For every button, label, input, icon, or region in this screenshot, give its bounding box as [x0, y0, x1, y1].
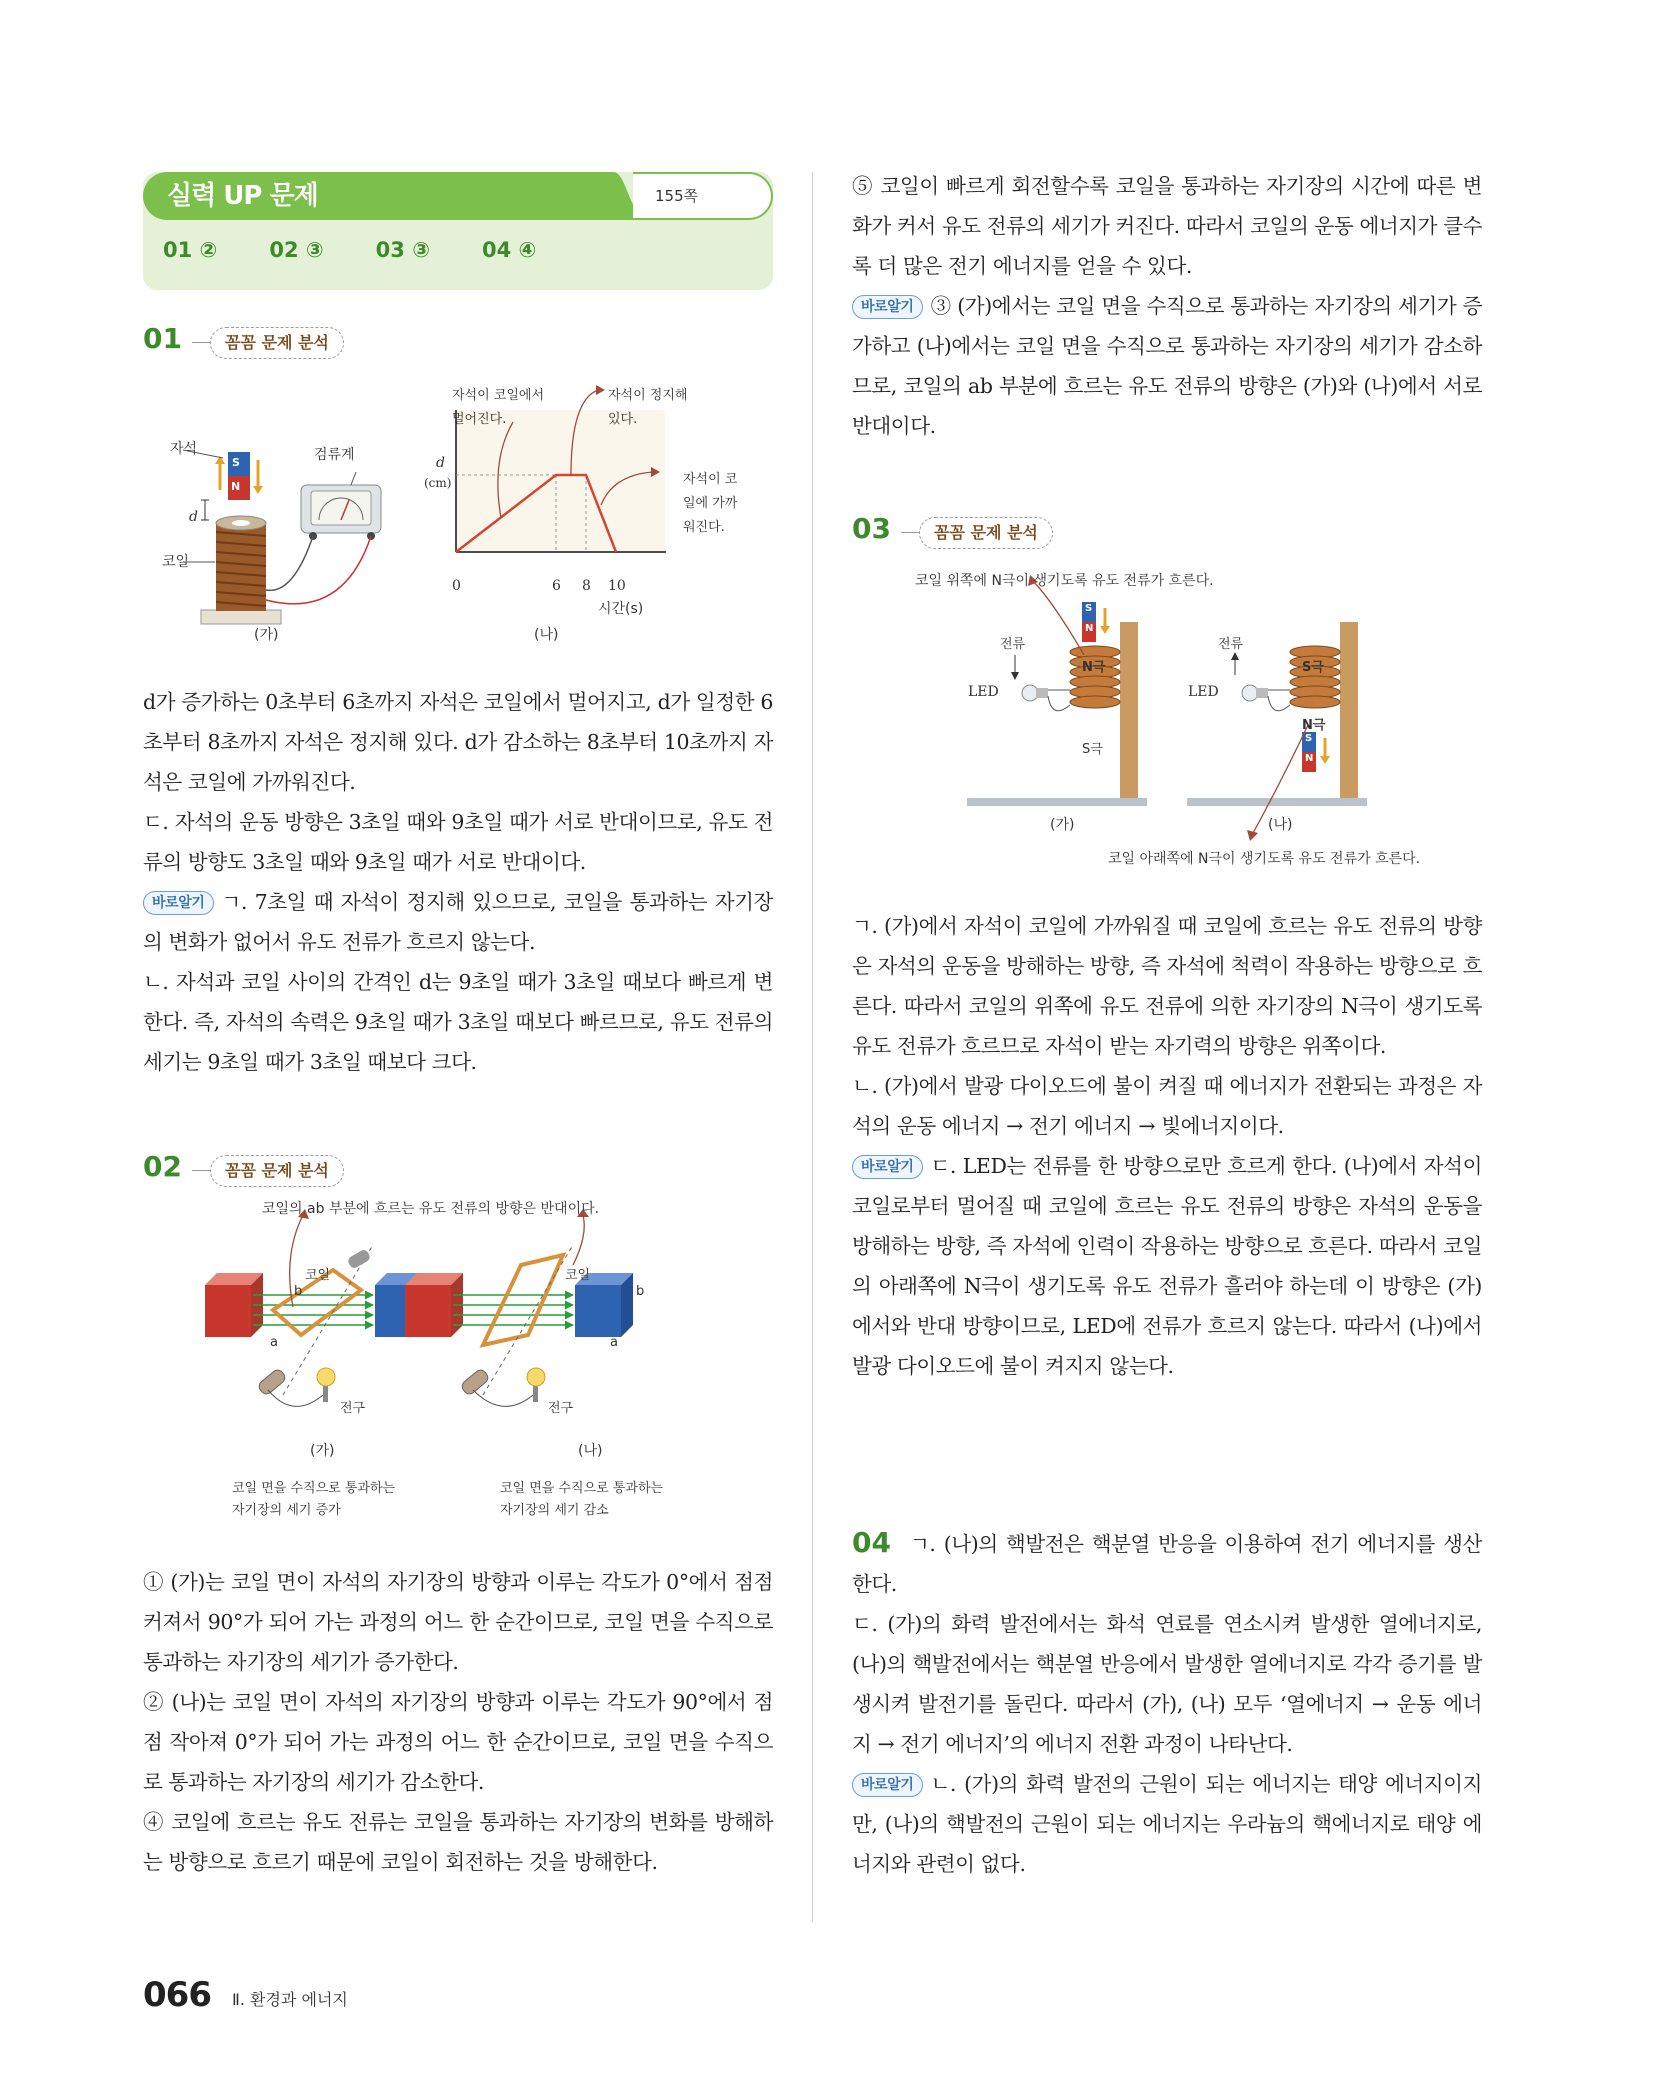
q02-text-1: ① (가)는 코일 면이 자석의 자기장의 방향과 이루는 각도가 0°에서 점점 커져서 90°가 되어 가는 과정의 어느 한 순간이므로, 코일 면을 수직으로 통과하는 자기장의 세기가 증가한다. [143, 1570, 773, 1674]
q01-magnet-s: S [232, 456, 240, 469]
q02-label-a-b: a [610, 1335, 618, 1350]
answer-list [163, 238, 536, 262]
q03-label-led-a: LED [968, 684, 999, 700]
q03-text-1: ㄱ. (가)에서 자석이 코일에 가까워질 때 코일에 흐르는 유도 전류의 방향은 자석의 운동을 방해하는 방향, 즉 자석에 척력이 작용하는 방향으로 흐른다. 따라서 코일의 위쪽에 유도 전류에 의한 자기장의 N극이 생기도록 유도 전류가 흐르므로 자석이 받는 자기력의 방향은 위쪽이다. [852, 914, 1482, 1058]
banner-page-ref: 155쪽 [633, 172, 773, 220]
q03-label-spole-b: S극 [1302, 660, 1324, 675]
q01-caption-a: (가) [254, 627, 279, 643]
q03-label-npole-a: N극 [1082, 660, 1106, 675]
q04-tip-badge: 바로알기 [852, 1773, 923, 1797]
q04-text-1: ㄱ. (나)의 핵발전은 핵분열 반응을 이용하여 전기 에너지를 생산한다. [852, 1532, 1482, 1596]
column-divider [812, 172, 813, 1922]
q02-label-a-a: a [270, 1335, 278, 1350]
q01-explanation [143, 682, 773, 1082]
q02-text-tip: 바로알기 ③ (가)에서는 코일 면을 수직으로 통과하는 자기장의 세기가 증가하고 (나)에서는 코일 면을 수직으로 통과하는 자기장의 세기가 감소하므로, 코일의 ab 부분에 흐르는 유도 전류의 방향은 (가)와 (나)에서 서로 반대이다. [852, 294, 1482, 438]
q01-graph-ylabel: d [436, 455, 445, 471]
q03-label-spole-a: S극 [1082, 742, 1103, 757]
banner-title: 실력 UP 문제 [143, 172, 613, 220]
q02-tag-connector [192, 1170, 210, 1171]
q02-text-5: ⑤ 코일이 빠르게 회전할수록 코일을 통과하는 자기장의 시간에 따른 변화가 커서 유도 전류의 세기가 커진다. 따라서 코일의 운동 에너지가 클수록 더 많은 전기 에너지를 얻을 수 있다. [852, 174, 1482, 278]
q01-text-4: ㄴ. 자석과 코일 사이의 간격인 d는 9초일 때가 3초일 때보다 빠르게 변한다. 즉, 자석의 속력은 9초일 때가 3초일 때보다 빠르므로, 유도 전류의 세기는 9초일 때가 3초일 때보다 크다. [143, 970, 773, 1074]
q01-label-galvanometer: 검류계 [314, 447, 355, 463]
q02-label-coil-b: 코일 [565, 1268, 591, 1283]
q03-text-3: 바로알기 ㄷ. LED는 전류를 한 방향으로만 흐르게 한다. (나)에서 자석이 코일로부터 멀어질 때 코일에 흐르는 유도 전류의 방향은 자석의 운동을 방해하는 방향, 즉 자석에 인력이 작용하는 방향으로 흐른다. 따라서 코일의 아래쪽에 N극이 생기도록 유도 전류가 흘러야 하는데 이 방향은 (가)에서와 반대 방향이므로, LED에 전류가 흐르지 않는다. 따라서 (나)에서 발광 다이오드에 불이 켜지지 않는다. [852, 1154, 1482, 1378]
q02-magnet-n-a: N [218, 1335, 237, 1360]
q03-label-current-b: 전류 [1218, 637, 1244, 652]
answer-banner [143, 172, 773, 290]
q01-tag-connector [192, 342, 210, 343]
q02-explanation [143, 1562, 773, 1882]
q01-text-3: 바로알기 ㄱ. 7초일 때 자석이 정지해 있으므로, 코일을 통과하는 자기장의 변화가 없어서 유도 전류가 흐르지 않는다. [143, 890, 773, 954]
q01-graph-yunit: (cm) [424, 476, 452, 490]
q03-caption-b: (나) [1268, 817, 1293, 833]
q01-tick-0: 0 [452, 578, 461, 594]
q03-magnet-s-b: S [1305, 733, 1313, 744]
q04-explanation [852, 1524, 1482, 1884]
q01-tick-10: 10 [608, 578, 626, 594]
q02-text-2: ② (나)는 코일 면이 자석의 자기장의 방향과 이루는 각도가 90°에서 점점 작아져 0°가 되어 가는 과정의 어느 한 순간이므로, 코일 면을 수직으로 통과하는 자기장의 세기가 감소한다. [143, 1690, 773, 1794]
q02-magnet-n-b: N [418, 1335, 437, 1360]
q01-label-d: d [189, 509, 198, 525]
q03-label-current-a: 전류 [1000, 637, 1026, 652]
q01-label-magnet: 자석 [170, 441, 198, 457]
q02-tip-badge: 바로알기 [852, 295, 923, 319]
q01-tick-6: 6 [552, 578, 561, 594]
q03-number: 03 [852, 512, 891, 545]
q03-label-npole-b: N극 [1302, 718, 1326, 733]
q01-number: 01 [143, 322, 182, 355]
q03-tag-connector [901, 532, 919, 533]
q03-caption-a: (가) [1050, 817, 1075, 833]
answer-04: 04 ④ [481, 238, 537, 262]
q02-label-b-a: b [294, 1284, 303, 1299]
q02-label-coil-a: 코일 [305, 1268, 331, 1283]
q03-tip-badge: 바로알기 [852, 1155, 923, 1179]
answer-02: 02 ③ [269, 238, 324, 262]
q03-magnet-n-b: N [1305, 753, 1314, 764]
q02-tag: 꼼꼼 문제 분석 [210, 1155, 344, 1187]
page-number: 066 [143, 1975, 211, 2015]
q02-label-b-b: b [636, 1284, 645, 1299]
q02-explanation-cont [852, 166, 1482, 446]
q03-magnet-s-a: S [1085, 603, 1093, 614]
q02-label-bulb-a: 전구 [340, 1401, 366, 1416]
q03-top-note: 코일 위쪽에 N극이 생기도록 유도 전류가 흐른다. [915, 573, 1214, 589]
q02-caption-b: (나) [578, 1443, 603, 1459]
q01-caption-b: (나) [534, 627, 559, 643]
q01-magnet-n: N [231, 480, 241, 493]
q02-top-note: 코일의 ab 부분에 흐르는 유도 전류의 방향은 반대이다. [262, 1201, 600, 1217]
q03-bottom-note: 코일 아래쪽에 N극이 생기도록 유도 전류가 흐른다. [1108, 851, 1421, 867]
q04-text-3: 바로알기 ㄴ. (가)의 화력 발전의 근원이 되는 에너지는 태양 에너지이지만, (나)의 핵발전의 근원이 되는 에너지는 우라늄의 핵에너지로 태양 에너지와 관련이 없다. [852, 1772, 1482, 1876]
q02-magnet-s-b: S [588, 1335, 604, 1360]
q01-text-1: d가 증가하는 0초부터 6초까지 자석은 코일에서 멀어지고, d가 일정한 6초부터 8초까지 자석은 정지해 있다. d가 감소하는 8초부터 10초까지 자석은 코일에 가까워진다. [143, 690, 773, 794]
q01-tag: 꼼꼼 문제 분석 [210, 327, 344, 359]
q04-number: 04 [852, 1526, 891, 1559]
q03-figure [852, 560, 1482, 870]
q01-label-coil: 코일 [162, 554, 190, 570]
q04-text-2: ㄷ. (가)의 화력 발전에서는 화석 연료를 연소시켜 발생한 열에너지로, (나)의 핵발전에서는 핵분열 반응에서 발생한 열에너지로 각각 증기를 발생시켜 발전기를 돌린다. 따라서 (가), (나) 모두 ‘열에너지 → 운동 에너지 → 전기 에너지’의 에너지 전환 과정이 나타난다. [852, 1612, 1482, 1756]
q01-graph-xlabel: 시간(s) [598, 601, 644, 617]
q01-tip-badge: 바로알기 [143, 891, 214, 915]
q03-explanation [852, 906, 1482, 1386]
answer-03: 03 ③ [375, 238, 430, 262]
answer-01: 01 ② [163, 238, 218, 262]
q02-note-increase: 코일 면을 수직으로 통과하는 자기장의 세기 증가 [232, 1481, 396, 1518]
q03-text-2: ㄴ. (가)에서 발광 다이오드에 불이 켜질 때 에너지가 전환되는 과정은 자석의 운동 에너지 → 전기 에너지 → 빛에너지이다. [852, 1074, 1482, 1138]
q01-note-stop: 자석이 정지해 있다. [608, 388, 688, 427]
q03-magnet-n-a: N [1085, 623, 1094, 634]
q02-label-bulb-b: 전구 [548, 1401, 574, 1416]
q01-text-2: ㄷ. 자석의 운동 방향은 3초일 때와 9초일 때가 서로 반대이므로, 유도 전류의 방향도 3초일 때와 9초일 때가 서로 반대이다. [143, 810, 773, 874]
q02-text-3: ④ 코일에 흐르는 유도 전류는 코일을 통과하는 자기장의 변화를 방해하는 방향으로 흐르기 때문에 코일이 회전하는 것을 방해한다. [143, 1810, 773, 1874]
q03-tag: 꼼꼼 문제 분석 [919, 517, 1053, 549]
q01-tick-8: 8 [582, 578, 591, 594]
q03-label-led-b: LED [1188, 684, 1219, 700]
q02-magnet-s-a: S [388, 1335, 404, 1360]
q02-number: 02 [143, 1150, 182, 1183]
section-title: Ⅱ. 환경과 에너지 [232, 1990, 348, 2009]
q02-figure [143, 1195, 773, 1495]
q01-note-away: 자석이 코일에서 멀어진다. [452, 388, 545, 427]
q02-note-decrease: 코일 면을 수직으로 통과하는 자기장의 세기 감소 [500, 1481, 664, 1518]
q01-note-close: 자석이 코 일에 가까 워진다. [683, 472, 738, 535]
q02-caption-a: (가) [310, 1443, 335, 1459]
